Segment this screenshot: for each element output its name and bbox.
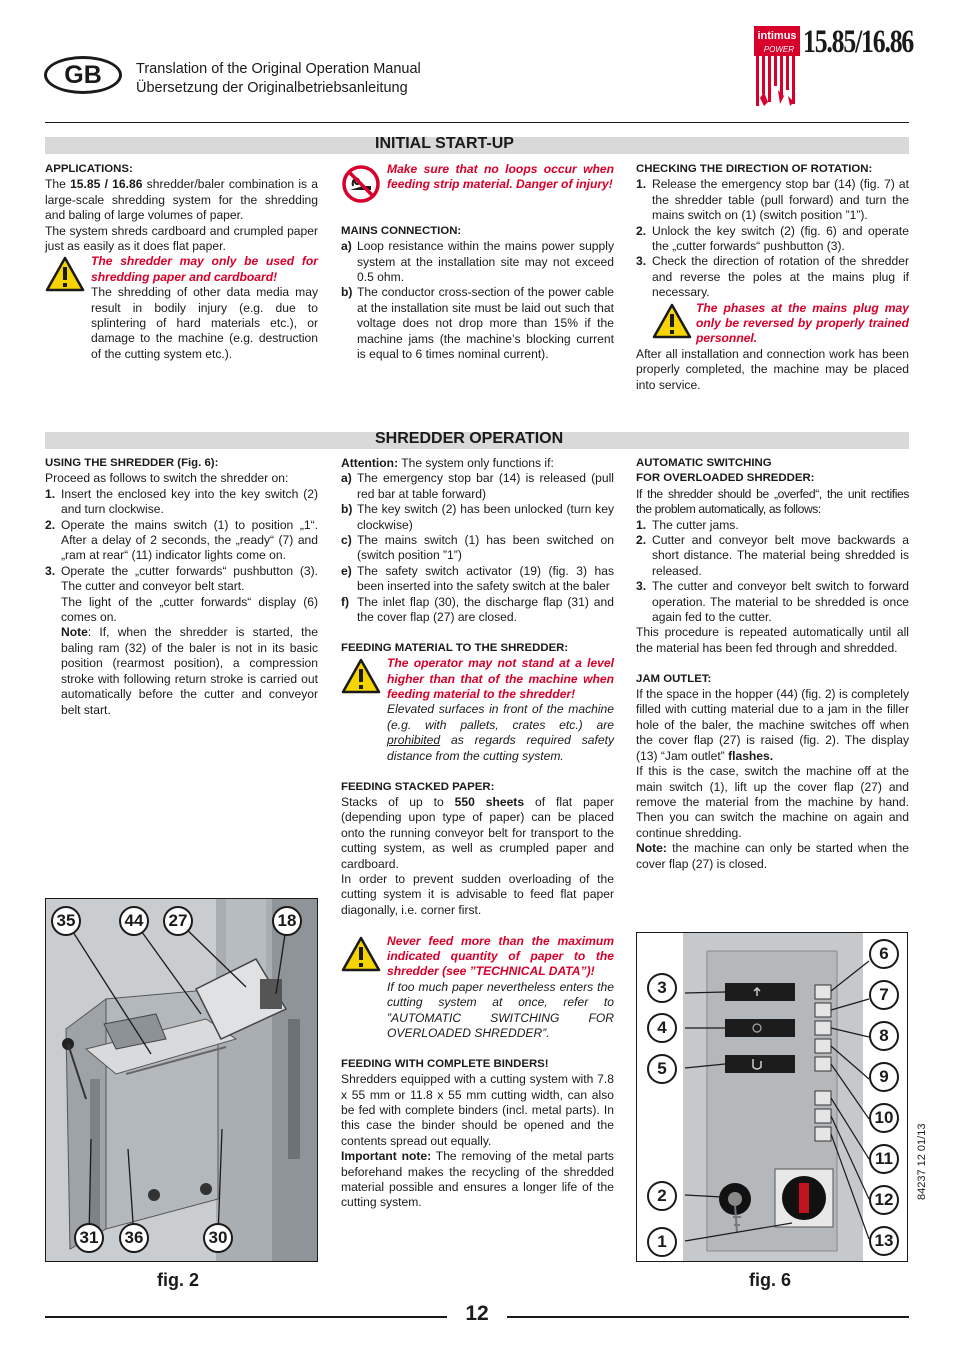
model-number: 15.85/16.86 <box>803 24 914 60</box>
callout-44: 44 <box>119 906 149 936</box>
usage-warning <box>45 254 318 362</box>
logo-sub: POWER <box>763 45 794 54</box>
section-title: SHREDDER OPERATION <box>375 430 564 447</box>
binders-heading: FEEDING WITH COMPLETE BINDERS! <box>341 1057 549 1070</box>
document-code: 84237 12 01/13 <box>916 1123 928 1200</box>
callout-12: 12 <box>869 1185 899 1215</box>
mains-item-b: b) The conductor cross-section of the power cable at the installation site must be laid out such that voltage does not drop more than 15% if the machine jams (the machine’s blocking current is equal to 6 times nominal current). <box>341 285 614 362</box>
fig2-photo <box>45 898 318 1262</box>
callout-27: 27 <box>163 906 193 936</box>
attention-line: Attention: The system only functions if: <box>341 456 554 470</box>
callout-36: 36 <box>119 1223 149 1253</box>
applications-heading: APPLICATIONS: <box>45 163 133 175</box>
shredder-baler-illustration <box>46 899 318 1262</box>
jam-heading: JAM OUTLET: <box>636 672 712 685</box>
rotation-block <box>636 162 909 393</box>
rotation-item-2: 2. Unlock the key switch (2) (fig. 6) and operate the „cutter forwards“ pushbutton (3). <box>636 223 909 254</box>
loops-warning <box>341 162 614 208</box>
callout-7: 7 <box>869 980 899 1010</box>
callout-2: 2 <box>647 1181 677 1211</box>
section-shredder-operation <box>45 432 909 449</box>
title-en: Translation of the Original Operation Manual <box>136 61 421 77</box>
attention-item-f: f) The inlet flap (30), the discharge flap (31) and the cover flap (27) are closed. <box>341 594 614 625</box>
logo-brand: intimus <box>757 30 797 42</box>
warning-triangle-icon <box>341 658 381 694</box>
callout-11: 11 <box>869 1144 899 1174</box>
overfeed-warning <box>341 934 614 1042</box>
header-titles <box>136 60 421 98</box>
phases-warning-text: The phases at the mains plug may only be reversed by properly trained personnel. <box>696 300 909 346</box>
usage-warning-red: The shredder may only be used for shredding paper and cardboard! <box>91 254 318 284</box>
overfeed-warning-text: If too much paper nevertheless enters the cutting system at once, refer to ”AUTOMATIC SWITCHING FOR OVERLOADED SHREDDER”. <box>387 979 614 1040</box>
intimus-logo <box>754 26 800 106</box>
warning-triangle-icon <box>45 256 85 292</box>
attention-item-b: b) The key switch (2) has been unlocked (turn key clockwise) <box>341 502 614 532</box>
fig2-label: fig. 2 <box>157 1270 200 1290</box>
section-title: INITIAL START-UP <box>375 135 514 152</box>
footer-rule-left <box>45 1316 447 1318</box>
callout-1: 1 <box>647 1227 677 1257</box>
callout-8: 8 <box>869 1021 899 1051</box>
rotation-heading: CHECKING THE DIRECTION OF ROTATION: <box>636 163 873 175</box>
binders-p1: Shredders equipped with a cutting system with 7.8 x 55 mm or 11.8 x 55 mm cutting width, can also be fed with complete binders (incl. metal parts). In this case the binder should be opened and the contents spread out equally. <box>341 1072 614 1148</box>
callout-5: 5 <box>647 1054 677 1084</box>
stacked-p1: Stacks of up to 550 sheets of flat paper (depending upon type of paper) can be placed onto the running conveyor belt for transport to the cutting system, as well as crumpled paper and cardboard. <box>341 794 615 871</box>
using-item-1: 1. Insert the enclosed key into the key switch (2) and turn clockwise. <box>45 486 318 517</box>
feeding-warning <box>341 656 614 764</box>
using-intro: Proceed as follows to switch the shredder on: <box>45 471 289 486</box>
applications-p2: The system shreds cardboard and crumpled paper just as easily as it does flat paper. <box>45 223 318 254</box>
attention-item-c: c) The mains switch (1) has been switched on (switch position ”1”) <box>341 533 614 563</box>
callout-18: 18 <box>272 906 302 936</box>
feeding-heading: FEEDING MATERIAL TO THE SHREDDER: <box>341 641 569 654</box>
feeding-warning-red: The operator may not stand at a level higher than that of the machine when feeding material to the shredder! <box>387 656 614 702</box>
usage-warning-text: The shredding of other data media may result in bodily injury (e.g. due to splintering of hard materials etc.), or damage to the machine (e.g. destruction of the cutting system etc.). <box>91 285 318 361</box>
jam-note: Note: the machine can only be started when the cover flap (27) is closed. <box>636 841 909 871</box>
section-initial-startup <box>45 137 909 154</box>
stacked-heading: FEEDING STACKED PAPER: <box>341 780 495 793</box>
fig6-panel <box>636 932 908 1262</box>
callout-13: 13 <box>869 1226 899 1256</box>
applications-block <box>45 162 318 362</box>
mains-heading: MAINS CONNECTION: <box>341 224 462 237</box>
attention-item-a: a) The emergency stop bar (14) is released (pull red bar at table forward) <box>341 471 614 501</box>
auto-after: This procedure is repeated automatically until all the material has been fed through and shredded. <box>636 625 909 655</box>
page-number: 12 <box>465 1302 489 1325</box>
auto-heading-2: FOR OVERLOADED SHREDDER: <box>636 472 815 485</box>
binders-p2: Important note: The removing of the metal parts beforehand makes the recycling of the shredded material possible and ensures a longer life of the cutting system. <box>341 1149 614 1210</box>
auto-item-1: 1. The cutter jams. <box>636 517 739 532</box>
callout-10: 10 <box>869 1103 899 1133</box>
overfeed-warning-red: Never feed more than the maximum indicated quantity of paper to the shredder (see ”TECHNICAL DATA”)! <box>387 933 614 979</box>
auto-intro: If the shredder should be „overfed“, the unit rectifies the problem automatically, as follows: <box>636 486 909 517</box>
callout-35: 35 <box>51 906 81 936</box>
callout-31: 31 <box>74 1223 104 1253</box>
warning-triangle-icon <box>652 303 692 339</box>
rotation-item-3: 3. Check the direction of rotation of the shredder and reverse the poles at the mains plug if necessary. <box>636 254 909 300</box>
using-block <box>45 456 318 718</box>
header-rule <box>45 122 909 123</box>
language-badge: GB <box>44 56 122 94</box>
mains-block <box>341 162 614 362</box>
callout-3: 3 <box>647 973 677 1003</box>
rotation-item-1: 1. Release the emergency stop bar (14) (fig. 7) at the shredder table (pull forward) and turn the mains switch on (1) (switch position ”1”). <box>636 177 909 223</box>
auto-item-2: 2. Cutter and conveyor belt move backwards a short distance. The material being shredded is released. <box>636 533 909 578</box>
loops-warning-text: Make sure that no loops occur when feeding strip material. Danger of injury! <box>387 162 614 192</box>
control-panel-illustration <box>637 933 908 1262</box>
callout-6: 6 <box>869 939 899 969</box>
attention-block <box>341 456 614 1211</box>
callout-4: 4 <box>647 1013 677 1043</box>
applications-p1: The 15.85 / 16.86 shredder/baler combination is a large-scale shredding system for the shredding and baling of large volumes of paper. <box>45 177 319 223</box>
rotation-after: After all installation and connection work has been properly completed, the machine may be placed into service. <box>636 346 909 392</box>
stacked-p2: In order to prevent sudden overloading of the cutting system it is advisable to feed flat paper diagonally, i.e. corner first. <box>341 871 614 917</box>
phases-warning <box>636 301 909 347</box>
callout-30: 30 <box>203 1223 233 1253</box>
using-item-2: 2. Operate the mains switch (1) to position „1“. After a delay of 2 seconds, the „ready“ (7) and „ram at rear“ (11) indicator lights come on. <box>45 517 318 563</box>
using-heading: USING THE SHREDDER (Fig. 6): <box>45 457 219 469</box>
mains-item-a: a) Loop resistance within the mains power supply system at the installation site may not exceed 0.5 ohm. <box>341 239 614 285</box>
feeding-warning-text: Elevated surfaces in front of the machine (e.g. with pallets, crates etc.) are prohibited as regards required safety distance from the cutting system. <box>387 702 614 763</box>
title-de: Übersetzung der Originalbetriebsanleitung <box>136 80 408 96</box>
using-item-3: 3. Operate the „cutter forwards“ pushbutton (3). The cutter and conveyor belt start. The light of the „cutter forwards“ display (6) comes on. Note: If, when the shredder is started, the baling ram (32) of the baler is not in its basic position (rearmost position), a compression stroke with following return stroke is carried out automatically before the cutter and conveyor belt start. <box>45 563 318 717</box>
attention-item-e: e) The safety switch activator (19) (fig. 3) has been inserted into the safety switch at the baler <box>341 563 614 594</box>
fig6-label: fig. 6 <box>749 1270 792 1290</box>
warning-triangle-icon <box>341 936 381 972</box>
no-loops-prohibition-icon <box>341 164 381 204</box>
auto-heading-1: AUTOMATIC SWITCHING <box>636 457 772 469</box>
auto-item-3: 3. The cutter and conveyor belt switch to forward operation. The material to be shredded is once again fed to the cutter. <box>636 579 909 625</box>
footer-rule-right <box>507 1316 909 1318</box>
jam-p2: If this is the case, switch the machine off at the main switch (1), lift up the cover flap (27) and remove the material from the machine by hand. Then you can switch the machine on again and continue shredding. <box>636 764 909 840</box>
callout-9: 9 <box>869 1062 899 1092</box>
auto-block <box>636 456 909 872</box>
jam-p1: If the space in the hopper (44) (fig. 2) is completely filled with cutting material due to a jam in the filler hole of the baler, the machine switches off when the cover flap (27) is raised (fig. 2). The display (13) “Jam outlet” flashes. <box>636 687 909 763</box>
